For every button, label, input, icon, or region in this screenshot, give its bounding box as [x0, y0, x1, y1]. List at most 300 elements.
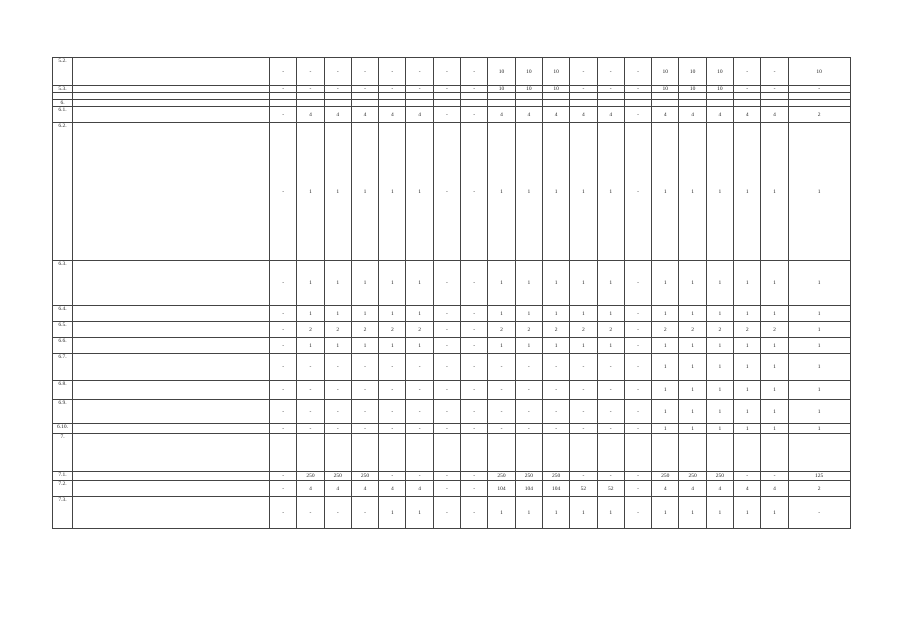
- value-cell: 1: [734, 261, 761, 306]
- value-cell: -: [324, 381, 351, 400]
- value-cell: -: [570, 381, 597, 400]
- value-cell: [597, 100, 624, 107]
- value-cell: 2: [761, 322, 788, 338]
- value-cell: -: [433, 58, 460, 86]
- value-cell: [515, 100, 542, 107]
- value-cell: -: [324, 497, 351, 529]
- value-cell: 10: [706, 86, 733, 93]
- value-cell: 250: [297, 472, 324, 481]
- value-cell: [734, 434, 761, 472]
- value-cell: 4: [351, 107, 378, 123]
- value-cell: 52: [570, 481, 597, 497]
- value-cell: 2: [652, 322, 679, 338]
- value-cell: 1: [679, 338, 706, 354]
- value-cell: [652, 93, 679, 100]
- row-number: 6.3.: [53, 261, 73, 306]
- table-row: [53, 123, 851, 261]
- value-cell: -: [297, 354, 324, 381]
- value-cell: 1: [542, 338, 569, 354]
- value-cell: 2: [788, 481, 850, 497]
- value-cell: -: [270, 338, 297, 354]
- value-cell: 250: [542, 472, 569, 481]
- value-cell: [761, 93, 788, 100]
- value-cell: -: [270, 322, 297, 338]
- value-cell: 2: [324, 322, 351, 338]
- value-cell: 1: [542, 123, 569, 261]
- value-cell: -: [488, 400, 515, 424]
- value-cell: [324, 93, 351, 100]
- value-cell: 1: [761, 123, 788, 261]
- value-cell: 1: [379, 123, 406, 261]
- value-cell: 4: [542, 107, 569, 123]
- value-cell: 1: [297, 306, 324, 322]
- value-cell: 1: [761, 381, 788, 400]
- row-number: 6.8.: [53, 381, 73, 400]
- table-row: [53, 322, 851, 338]
- row-number: 7.1.: [53, 472, 73, 481]
- value-cell: 10: [652, 86, 679, 93]
- value-cell: [679, 434, 706, 472]
- value-cell: 1: [679, 400, 706, 424]
- value-cell: 4: [706, 481, 733, 497]
- value-cell: -: [515, 424, 542, 434]
- value-cell: [270, 93, 297, 100]
- value-cell: -: [624, 354, 651, 381]
- row-number: 5.2.: [53, 58, 73, 86]
- value-cell: 4: [297, 107, 324, 123]
- value-cell: -: [761, 86, 788, 93]
- row-number: 6.9.: [53, 400, 73, 424]
- value-cell: 4: [324, 481, 351, 497]
- value-cell: 1: [324, 338, 351, 354]
- value-cell: [679, 100, 706, 107]
- value-cell: -: [624, 322, 651, 338]
- table-row: [53, 354, 851, 381]
- value-cell: 1: [652, 261, 679, 306]
- value-cell: 1: [706, 424, 733, 434]
- value-cell: -: [734, 86, 761, 93]
- value-cell: -: [379, 381, 406, 400]
- value-cell: -: [597, 381, 624, 400]
- value-cell: -: [297, 424, 324, 434]
- service-description: [73, 472, 270, 481]
- value-cell: 250: [706, 472, 733, 481]
- value-cell: -: [624, 400, 651, 424]
- value-cell: 1: [570, 338, 597, 354]
- value-cell: 1: [761, 497, 788, 529]
- row-number: 6.4.: [53, 306, 73, 322]
- value-cell: -: [433, 123, 460, 261]
- value-cell: -: [461, 86, 488, 93]
- value-cell: 10: [542, 58, 569, 86]
- value-cell: [679, 93, 706, 100]
- value-cell: 4: [679, 481, 706, 497]
- value-cell: 1: [679, 381, 706, 400]
- value-cell: -: [461, 338, 488, 354]
- value-cell: 1: [652, 400, 679, 424]
- value-cell: 10: [542, 86, 569, 93]
- row-number: 6.6.: [53, 338, 73, 354]
- row-number: 5.3.: [53, 86, 73, 93]
- value-cell: -: [433, 338, 460, 354]
- value-cell: -: [433, 400, 460, 424]
- value-cell: [351, 100, 378, 107]
- service-description: [73, 354, 270, 381]
- value-cell: 4: [679, 107, 706, 123]
- value-cell: 4: [488, 107, 515, 123]
- value-cell: 1: [788, 400, 850, 424]
- row-number: 6.7.: [53, 354, 73, 381]
- value-cell: -: [324, 86, 351, 93]
- value-cell: -: [379, 472, 406, 481]
- value-cell: 1: [542, 261, 569, 306]
- value-cell: 1: [706, 261, 733, 306]
- value-cell: 1: [488, 306, 515, 322]
- service-description: [73, 107, 270, 123]
- value-cell: -: [270, 261, 297, 306]
- table-row: [53, 338, 851, 354]
- value-cell: [734, 93, 761, 100]
- services-table-body: [53, 58, 851, 529]
- value-cell: -: [734, 58, 761, 86]
- value-cell: -: [433, 472, 460, 481]
- value-cell: -: [461, 354, 488, 381]
- service-description: [73, 123, 270, 261]
- value-cell: -: [406, 472, 433, 481]
- value-cell: [570, 93, 597, 100]
- value-cell: -: [379, 58, 406, 86]
- value-cell: 1: [488, 497, 515, 529]
- value-cell: -: [270, 424, 297, 434]
- value-cell: -: [788, 497, 850, 529]
- table-row: [53, 86, 851, 93]
- value-cell: 1: [788, 322, 850, 338]
- value-cell: -: [297, 497, 324, 529]
- value-cell: [652, 100, 679, 107]
- value-cell: 1: [515, 123, 542, 261]
- value-cell: -: [597, 400, 624, 424]
- value-cell: -: [761, 472, 788, 481]
- value-cell: -: [270, 381, 297, 400]
- value-cell: 1: [597, 338, 624, 354]
- service-description: [73, 400, 270, 424]
- value-cell: 1: [761, 354, 788, 381]
- value-cell: [597, 434, 624, 472]
- value-cell: -: [270, 354, 297, 381]
- value-cell: 1: [706, 381, 733, 400]
- value-cell: 1: [734, 424, 761, 434]
- value-cell: [624, 100, 651, 107]
- value-cell: -: [324, 354, 351, 381]
- value-cell: -: [761, 58, 788, 86]
- value-cell: 4: [406, 481, 433, 497]
- value-cell: -: [433, 481, 460, 497]
- value-cell: [461, 100, 488, 107]
- value-cell: -: [597, 354, 624, 381]
- value-cell: [324, 100, 351, 107]
- value-cell: 1: [652, 497, 679, 529]
- value-cell: -: [351, 497, 378, 529]
- value-cell: 1: [597, 123, 624, 261]
- value-cell: -: [406, 354, 433, 381]
- value-cell: [542, 93, 569, 100]
- value-cell: [597, 93, 624, 100]
- value-cell: [488, 434, 515, 472]
- value-cell: 1: [788, 306, 850, 322]
- value-cell: -: [624, 123, 651, 261]
- value-cell: [706, 434, 733, 472]
- value-cell: [515, 93, 542, 100]
- value-cell: 1: [351, 261, 378, 306]
- value-cell: [406, 93, 433, 100]
- table-row: [53, 497, 851, 529]
- value-cell: [461, 434, 488, 472]
- value-cell: -: [297, 400, 324, 424]
- value-cell: -: [324, 58, 351, 86]
- value-cell: -: [406, 86, 433, 93]
- value-cell: -: [515, 381, 542, 400]
- row-number: 7.2.: [53, 481, 73, 497]
- value-cell: 1: [597, 261, 624, 306]
- value-cell: 1: [597, 306, 624, 322]
- value-cell: 1: [297, 338, 324, 354]
- value-cell: 1: [734, 123, 761, 261]
- service-description: [73, 86, 270, 93]
- value-cell: [433, 100, 460, 107]
- value-cell: -: [461, 58, 488, 86]
- value-cell: -: [433, 107, 460, 123]
- value-cell: -: [515, 400, 542, 424]
- value-cell: 1: [542, 306, 569, 322]
- table-row: [53, 481, 851, 497]
- value-cell: 4: [570, 107, 597, 123]
- value-cell: -: [351, 424, 378, 434]
- value-cell: 1: [652, 424, 679, 434]
- value-cell: 4: [379, 481, 406, 497]
- services-table: [52, 57, 851, 529]
- value-cell: 1: [488, 338, 515, 354]
- value-cell: 1: [406, 338, 433, 354]
- value-cell: 4: [324, 107, 351, 123]
- value-cell: 1: [652, 354, 679, 381]
- table-row: [53, 434, 851, 472]
- value-cell: 10: [515, 58, 542, 86]
- value-cell: 1: [734, 400, 761, 424]
- value-cell: [788, 434, 850, 472]
- value-cell: 1: [652, 306, 679, 322]
- value-cell: 10: [679, 86, 706, 93]
- service-description: [73, 306, 270, 322]
- row-number: 7.3.: [53, 497, 73, 529]
- value-cell: 1: [761, 338, 788, 354]
- value-cell: 104: [488, 481, 515, 497]
- value-cell: -: [624, 424, 651, 434]
- value-cell: -: [461, 381, 488, 400]
- value-cell: 2: [597, 322, 624, 338]
- value-cell: 1: [679, 354, 706, 381]
- value-cell: -: [270, 497, 297, 529]
- value-cell: -: [624, 107, 651, 123]
- value-cell: -: [406, 381, 433, 400]
- value-cell: 1: [351, 306, 378, 322]
- value-cell: -: [433, 261, 460, 306]
- value-cell: [624, 93, 651, 100]
- value-cell: 1: [706, 123, 733, 261]
- value-cell: 4: [652, 107, 679, 123]
- value-cell: 1: [734, 354, 761, 381]
- value-cell: -: [597, 424, 624, 434]
- value-cell: 4: [761, 481, 788, 497]
- value-cell: 250: [652, 472, 679, 481]
- value-cell: [488, 100, 515, 107]
- value-cell: [542, 434, 569, 472]
- value-cell: -: [433, 381, 460, 400]
- value-cell: 1: [788, 424, 850, 434]
- value-cell: 1: [761, 400, 788, 424]
- value-cell: -: [624, 261, 651, 306]
- value-cell: -: [570, 424, 597, 434]
- value-cell: [297, 434, 324, 472]
- value-cell: [379, 93, 406, 100]
- value-cell: [706, 93, 733, 100]
- value-cell: 250: [679, 472, 706, 481]
- value-cell: 1: [488, 261, 515, 306]
- value-cell: 4: [379, 107, 406, 123]
- value-cell: -: [351, 400, 378, 424]
- row-number: 6.10.: [53, 424, 73, 434]
- value-cell: 2: [734, 322, 761, 338]
- value-cell: [788, 100, 850, 107]
- value-cell: 4: [706, 107, 733, 123]
- value-cell: 1: [706, 497, 733, 529]
- table-row: [53, 261, 851, 306]
- value-cell: 1: [570, 497, 597, 529]
- value-cell: -: [433, 424, 460, 434]
- value-cell: -: [570, 86, 597, 93]
- service-description: [73, 322, 270, 338]
- value-cell: [270, 434, 297, 472]
- value-cell: [542, 100, 569, 107]
- value-cell: [570, 434, 597, 472]
- table-row: [53, 472, 851, 481]
- value-cell: -: [324, 400, 351, 424]
- value-cell: 4: [734, 107, 761, 123]
- value-cell: -: [461, 497, 488, 529]
- value-cell: 1: [788, 261, 850, 306]
- table-row: [53, 107, 851, 123]
- table-row: [53, 424, 851, 434]
- value-cell: 2: [297, 322, 324, 338]
- value-cell: -: [270, 481, 297, 497]
- value-cell: 1: [597, 497, 624, 529]
- row-number: [53, 93, 73, 100]
- value-cell: [761, 100, 788, 107]
- value-cell: 1: [788, 381, 850, 400]
- value-cell: -: [297, 381, 324, 400]
- value-cell: -: [488, 381, 515, 400]
- value-cell: -: [788, 86, 850, 93]
- value-cell: -: [379, 400, 406, 424]
- value-cell: [761, 434, 788, 472]
- row-number: 6.: [53, 100, 73, 107]
- value-cell: 1: [706, 338, 733, 354]
- value-cell: -: [461, 400, 488, 424]
- value-cell: 1: [297, 261, 324, 306]
- value-cell: -: [270, 400, 297, 424]
- value-cell: [433, 93, 460, 100]
- value-cell: 2: [706, 322, 733, 338]
- value-cell: -: [379, 86, 406, 93]
- value-cell: -: [542, 381, 569, 400]
- value-cell: -: [433, 497, 460, 529]
- value-cell: -: [597, 86, 624, 93]
- value-cell: -: [624, 472, 651, 481]
- value-cell: [706, 100, 733, 107]
- value-cell: -: [488, 424, 515, 434]
- value-cell: 250: [324, 472, 351, 481]
- value-cell: [624, 434, 651, 472]
- table-row: [53, 381, 851, 400]
- value-cell: -: [570, 354, 597, 381]
- value-cell: -: [461, 107, 488, 123]
- value-cell: 250: [488, 472, 515, 481]
- value-cell: -: [270, 306, 297, 322]
- value-cell: -: [406, 424, 433, 434]
- value-cell: -: [570, 58, 597, 86]
- value-cell: 4: [297, 481, 324, 497]
- value-cell: -: [351, 58, 378, 86]
- value-cell: 4: [761, 107, 788, 123]
- value-cell: -: [461, 306, 488, 322]
- value-cell: 1: [570, 261, 597, 306]
- value-cell: [461, 93, 488, 100]
- value-cell: 4: [406, 107, 433, 123]
- value-cell: 1: [324, 306, 351, 322]
- service-description: [73, 481, 270, 497]
- value-cell: 1: [406, 306, 433, 322]
- value-cell: 1: [379, 338, 406, 354]
- row-number: 6.2.: [53, 123, 73, 261]
- value-cell: 1: [406, 497, 433, 529]
- value-cell: -: [542, 424, 569, 434]
- value-cell: -: [461, 472, 488, 481]
- table-row: [53, 93, 851, 100]
- value-cell: 1: [379, 497, 406, 529]
- value-cell: -: [624, 481, 651, 497]
- value-cell: -: [433, 306, 460, 322]
- value-cell: 1: [761, 424, 788, 434]
- value-cell: 4: [597, 107, 624, 123]
- value-cell: [652, 434, 679, 472]
- value-cell: 250: [351, 472, 378, 481]
- value-cell: -: [433, 354, 460, 381]
- value-cell: 1: [297, 123, 324, 261]
- value-cell: 1: [734, 497, 761, 529]
- value-cell: 1: [679, 497, 706, 529]
- value-cell: 10: [679, 58, 706, 86]
- value-cell: -: [734, 472, 761, 481]
- value-cell: 10: [515, 86, 542, 93]
- value-cell: [351, 93, 378, 100]
- value-cell: 1: [734, 381, 761, 400]
- service-description: [73, 58, 270, 86]
- value-cell: 4: [515, 107, 542, 123]
- value-cell: 2: [488, 322, 515, 338]
- value-cell: 1: [515, 338, 542, 354]
- service-description: [73, 434, 270, 472]
- value-cell: 2: [515, 322, 542, 338]
- value-cell: -: [379, 354, 406, 381]
